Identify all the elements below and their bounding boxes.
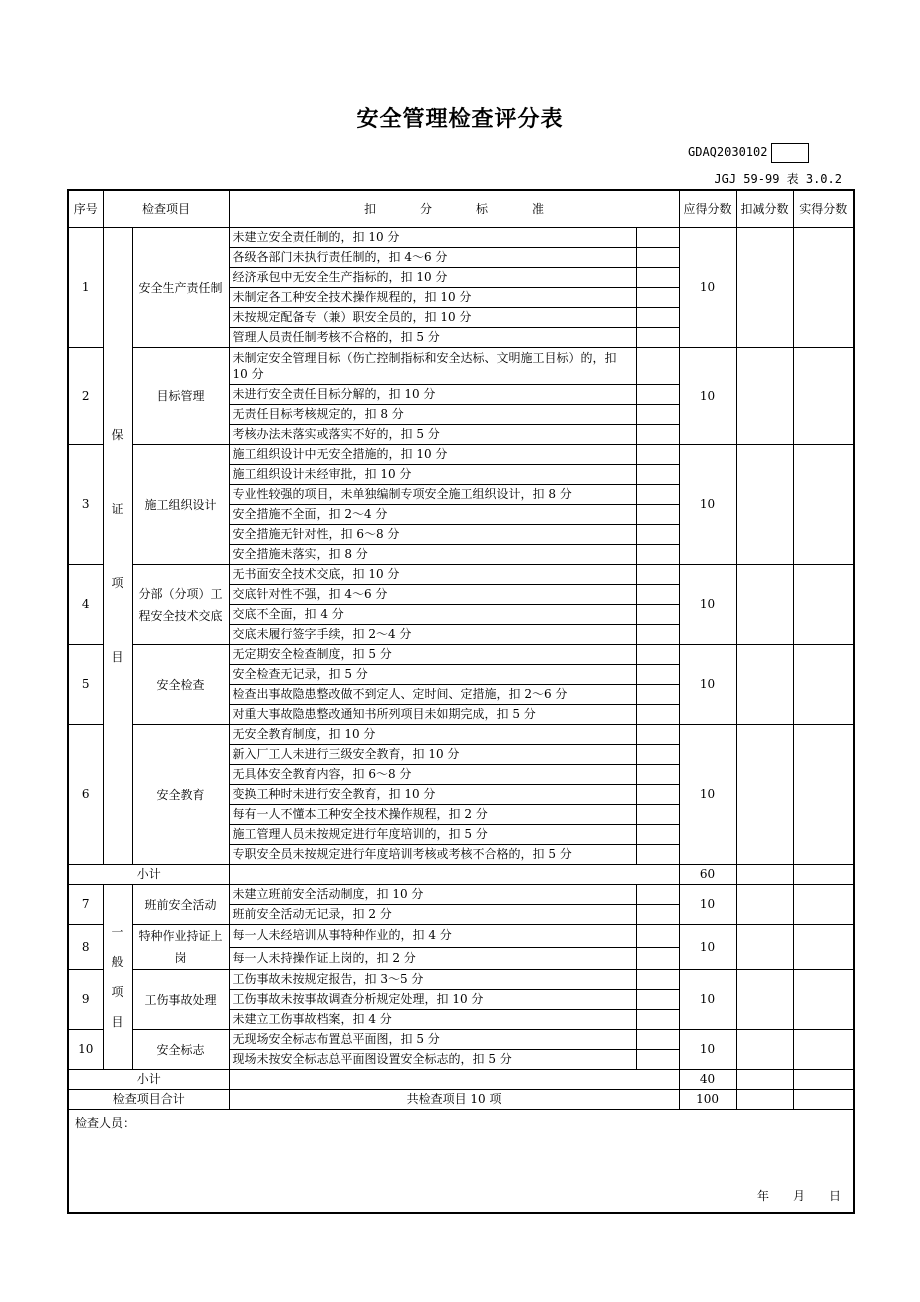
item-name: 班前安全活动 xyxy=(132,885,229,925)
criteria-row xyxy=(68,925,854,948)
criteria-row xyxy=(68,228,854,248)
subtotal-row xyxy=(68,865,854,885)
criteria-row xyxy=(68,348,854,385)
criteria-row xyxy=(68,445,854,465)
deduct-score-cell[interactable] xyxy=(736,228,793,348)
subtotal-criteria xyxy=(229,1070,679,1090)
inspector-cell[interactable] xyxy=(68,1110,854,1214)
form-code: GDAQ2030102 xyxy=(688,145,768,159)
criteria-text: 工伤事故未按规定报告，扣 3～5 分 xyxy=(229,970,636,990)
group-label-char: 项 xyxy=(111,985,124,999)
criteria-text: 每一人未经培训从事特种作业的，扣 4 分 xyxy=(229,925,636,948)
group-label-char: 目 xyxy=(111,1015,124,1029)
deduct-score-cell[interactable] xyxy=(736,1030,793,1070)
item-name: 分部（分项）工程安全技术交底 xyxy=(132,565,229,645)
item-seq: 5 xyxy=(68,645,103,725)
item-seq: 4 xyxy=(68,565,103,645)
deduct-score-cell[interactable] xyxy=(736,348,793,445)
due-score: 10 xyxy=(679,1030,736,1070)
item-name: 安全教育 xyxy=(132,725,229,865)
date-year: 年 xyxy=(756,1189,769,1203)
criteria-mark[interactable] xyxy=(636,228,679,248)
item-name: 安全标志 xyxy=(132,1030,229,1070)
criteria-row xyxy=(68,1030,854,1050)
criteria-mark[interactable] xyxy=(636,248,679,268)
item-seq: 1 xyxy=(68,228,103,348)
header-row xyxy=(68,190,854,228)
subtotal-deduct-cell[interactable] xyxy=(736,865,793,885)
criteria-mark[interactable] xyxy=(636,585,679,605)
item-seq: 7 xyxy=(68,885,103,925)
deduct-score-cell[interactable] xyxy=(736,565,793,645)
actual-score-cell[interactable] xyxy=(793,970,854,1030)
criteria-mark[interactable] xyxy=(636,288,679,308)
actual-score-cell[interactable] xyxy=(793,725,854,865)
deduct-score-cell[interactable] xyxy=(736,445,793,565)
group-label-char: 项 xyxy=(111,576,124,590)
actual-score-cell[interactable] xyxy=(793,1030,854,1070)
item-seq: 10 xyxy=(68,1030,103,1070)
total-score: 100 xyxy=(679,1090,736,1110)
subtotal-actual-cell[interactable] xyxy=(793,865,854,885)
criteria-text: 未制定各工种安全技术操作规程的，扣 10 分 xyxy=(229,288,636,308)
actual-score-cell[interactable] xyxy=(793,445,854,565)
criteria-mark[interactable] xyxy=(636,1050,679,1070)
criteria-mark[interactable] xyxy=(636,268,679,288)
criteria-mark[interactable] xyxy=(636,845,679,865)
criteria-mark[interactable] xyxy=(636,348,679,385)
criteria-text: 施工组织设计中无安全措施的，扣 10 分 xyxy=(229,445,636,465)
criteria-mark[interactable] xyxy=(636,1030,679,1050)
group-label-char: 一 xyxy=(111,925,124,939)
criteria-mark[interactable] xyxy=(636,885,679,905)
actual-score-cell[interactable] xyxy=(793,885,854,925)
criteria-text: 无安全教育制度，扣 10 分 xyxy=(229,725,636,745)
criteria-text: 对重大事故隐患整改通知书所列项目未如期完成，扣 5 分 xyxy=(229,705,636,725)
criteria-mark[interactable] xyxy=(636,605,679,625)
criteria-text: 无具体安全教育内容，扣 6～8 分 xyxy=(229,765,636,785)
criteria-text: 未按规定配备专（兼）职安全员的，扣 10 分 xyxy=(229,308,636,328)
subtotal-score: 60 xyxy=(679,865,736,885)
criteria-text: 无定期安全检查制度，扣 5 分 xyxy=(229,645,636,665)
criteria-text: 交底未履行签字手续，扣 2～4 分 xyxy=(229,625,636,645)
group-label-char: 目 xyxy=(111,650,124,664)
criteria-text: 每有一人不懂本工种安全技术操作规程，扣 2 分 xyxy=(229,805,636,825)
criteria-mark[interactable] xyxy=(636,785,679,805)
deduct-score-cell[interactable] xyxy=(736,925,793,970)
total-deduct-cell[interactable] xyxy=(736,1090,793,1110)
criteria-text: 专职安全员未按规定进行年度培训考核或考核不合格的，扣 5 分 xyxy=(229,845,636,865)
subtotal-label: 小计 xyxy=(68,865,229,885)
group-label-char: 般 xyxy=(111,955,124,969)
inspector-label: 检查人员： xyxy=(75,1116,136,1130)
total-actual-cell[interactable] xyxy=(793,1090,854,1110)
item-name: 安全检查 xyxy=(132,645,229,725)
criteria-text: 未制定安全管理目标（伤亡控制指标和安全达标、文明施工目标）的，扣 10 分 xyxy=(229,348,636,385)
general-group-label xyxy=(103,885,132,1070)
criteria-mark[interactable] xyxy=(636,485,679,505)
date-field[interactable] xyxy=(733,1187,841,1206)
criteria-text: 安全措施无针对性，扣 6～8 分 xyxy=(229,525,636,545)
criteria-mark[interactable] xyxy=(636,705,679,725)
actual-score-cell[interactable] xyxy=(793,565,854,645)
criteria-mark[interactable] xyxy=(636,645,679,665)
group-label-char: 保 xyxy=(111,428,124,442)
criteria-mark[interactable] xyxy=(636,405,679,425)
criteria-text: 无书面安全技术交底，扣 10 分 xyxy=(229,565,636,585)
subtotal-label: 小计 xyxy=(68,1070,229,1090)
criteria-text: 无现场安全标志布置总平面图，扣 5 分 xyxy=(229,1030,636,1050)
group-label-char: 证 xyxy=(111,502,124,516)
criteria-row xyxy=(68,645,854,665)
criteria-text: 管理人员责任制考核不合格的，扣 5 分 xyxy=(229,328,636,348)
due-score: 10 xyxy=(679,445,736,565)
item-seq: 9 xyxy=(68,970,103,1030)
criteria-text: 交底针对性不强，扣 4～6 分 xyxy=(229,585,636,605)
due-score: 10 xyxy=(679,925,736,970)
criteria-mark[interactable] xyxy=(636,805,679,825)
item-seq: 2 xyxy=(68,348,103,445)
date-month: 月 xyxy=(792,1189,805,1203)
criteria-mark[interactable] xyxy=(636,685,679,705)
criteria-mark[interactable] xyxy=(636,425,679,445)
date-day: 日 xyxy=(829,1189,842,1203)
criteria-text: 专业性较强的项目，未单独编制专项安全施工组织设计，扣 8 分 xyxy=(229,485,636,505)
criteria-mark[interactable] xyxy=(636,328,679,348)
criteria-text: 未建立班前安全活动制度，扣 10 分 xyxy=(229,885,636,905)
deduct-score-cell[interactable] xyxy=(736,885,793,925)
criteria-text: 安全检查无记录，扣 5 分 xyxy=(229,665,636,685)
due-score: 10 xyxy=(679,348,736,445)
due-score: 10 xyxy=(679,725,736,865)
item-seq: 8 xyxy=(68,925,103,970)
criteria-text: 检查出事故隐患整改做不到定人、定时间、定措施，扣 2～6 分 xyxy=(229,685,636,705)
criteria-text: 变换工种时未进行安全教育，扣 10 分 xyxy=(229,785,636,805)
criteria-mark[interactable] xyxy=(636,565,679,585)
criteria-mark[interactable] xyxy=(636,970,679,990)
deduct-score-cell[interactable] xyxy=(736,645,793,725)
criteria-mark[interactable] xyxy=(636,1010,679,1030)
criteria-mark[interactable] xyxy=(636,925,679,948)
criteria-row xyxy=(68,565,854,585)
item-seq: 3 xyxy=(68,445,103,565)
item-name: 目标管理 xyxy=(132,348,229,445)
guarantee-group-label xyxy=(103,228,132,865)
criteria-text: 现场未按安全标志总平面图设置安全标志的，扣 5 分 xyxy=(229,1050,636,1070)
subtotal-score: 40 xyxy=(679,1070,736,1090)
header-seq: 序号 xyxy=(68,190,103,228)
inspector-row xyxy=(68,1110,854,1214)
criteria-text: 施工组织设计未经审批，扣 10 分 xyxy=(229,465,636,485)
criteria-mark[interactable] xyxy=(636,665,679,685)
criteria-text: 每一人未持操作证上岗的，扣 2 分 xyxy=(229,947,636,970)
criteria-mark[interactable] xyxy=(636,385,679,405)
criteria-mark[interactable] xyxy=(636,745,679,765)
header-item: 检查项目 xyxy=(103,190,229,228)
item-name: 安全生产责任制 xyxy=(132,228,229,348)
criteria-mark[interactable] xyxy=(636,725,679,745)
criteria-row xyxy=(68,885,854,905)
criteria-mark[interactable] xyxy=(636,525,679,545)
actual-score-cell[interactable] xyxy=(793,925,854,970)
total-row xyxy=(68,1090,854,1110)
criteria-mark[interactable] xyxy=(636,825,679,845)
criteria-text: 未进行安全责任目标分解的，扣 10 分 xyxy=(229,385,636,405)
criteria-mark[interactable] xyxy=(636,625,679,645)
score-table xyxy=(67,189,855,1214)
criteria-mark[interactable] xyxy=(636,465,679,485)
criteria-text: 未建立安全责任制的，扣 10 分 xyxy=(229,228,636,248)
subtotal-criteria xyxy=(229,865,679,885)
criteria-text: 安全措施不全面，扣 2～4 分 xyxy=(229,505,636,525)
due-score: 10 xyxy=(679,645,736,725)
criteria-mark[interactable] xyxy=(636,947,679,970)
standard-reference: JGJ 59-99 表 3.0.2 xyxy=(714,172,842,186)
due-score: 10 xyxy=(679,970,736,1030)
header-criteria: 扣 分 标 准 xyxy=(229,190,679,228)
due-score: 10 xyxy=(679,885,736,925)
header-deduct-score: 扣减分数 xyxy=(736,190,793,228)
total-label: 检查项目合计 xyxy=(68,1090,229,1110)
deduct-score-cell[interactable] xyxy=(736,725,793,865)
header-actual-score: 实得分数 xyxy=(793,190,854,228)
criteria-mark[interactable] xyxy=(636,905,679,925)
criteria-text: 经济承包中无安全生产指标的，扣 10 分 xyxy=(229,268,636,288)
criteria-mark[interactable] xyxy=(636,545,679,565)
due-score: 10 xyxy=(679,565,736,645)
item-name: 施工组织设计 xyxy=(132,445,229,565)
criteria-row xyxy=(68,970,854,990)
criteria-mark[interactable] xyxy=(636,990,679,1010)
criteria-text: 工伤事故未按事故调查分析规定处理，扣 10 分 xyxy=(229,990,636,1010)
criteria-text: 安全措施未落实，扣 8 分 xyxy=(229,545,636,565)
subtotal-deduct-cell[interactable] xyxy=(736,1070,793,1090)
form-code-box xyxy=(771,143,809,163)
subtotal-actual-cell[interactable] xyxy=(793,1070,854,1090)
criteria-text: 班前安全活动无记录，扣 2 分 xyxy=(229,905,636,925)
criteria-text: 新入厂工人未进行三级安全教育，扣 10 分 xyxy=(229,745,636,765)
deduct-score-cell[interactable] xyxy=(736,970,793,1030)
actual-score-cell[interactable] xyxy=(793,645,854,725)
header-due-score: 应得分数 xyxy=(679,190,736,228)
criteria-text: 考核办法未落实或落实不好的，扣 5 分 xyxy=(229,425,636,445)
criteria-text: 交底不全面，扣 4 分 xyxy=(229,605,636,625)
actual-score-cell[interactable] xyxy=(793,228,854,348)
criteria-text: 无责任目标考核规定的，扣 8 分 xyxy=(229,405,636,425)
subtotal-row xyxy=(68,1070,854,1090)
criteria-mark[interactable] xyxy=(636,308,679,328)
criteria-text: 施工管理人员未按规定进行年度培训的，扣 5 分 xyxy=(229,825,636,845)
item-seq: 6 xyxy=(68,725,103,865)
item-name: 工伤事故处理 xyxy=(132,970,229,1030)
total-text: 共检查项目 10 项 xyxy=(229,1090,679,1110)
due-score: 10 xyxy=(679,228,736,348)
item-name: 特种作业持证上岗 xyxy=(132,925,229,970)
page-title: 安全管理检查评分表 xyxy=(356,106,564,132)
criteria-text: 各级各部门未执行责任制的，扣 4～6 分 xyxy=(229,248,636,268)
criteria-text: 未建立工伤事故档案，扣 4 分 xyxy=(229,1010,636,1030)
criteria-row xyxy=(68,725,854,745)
criteria-mark[interactable] xyxy=(636,765,679,785)
actual-score-cell[interactable] xyxy=(793,348,854,445)
criteria-mark[interactable] xyxy=(636,445,679,465)
criteria-mark[interactable] xyxy=(636,505,679,525)
